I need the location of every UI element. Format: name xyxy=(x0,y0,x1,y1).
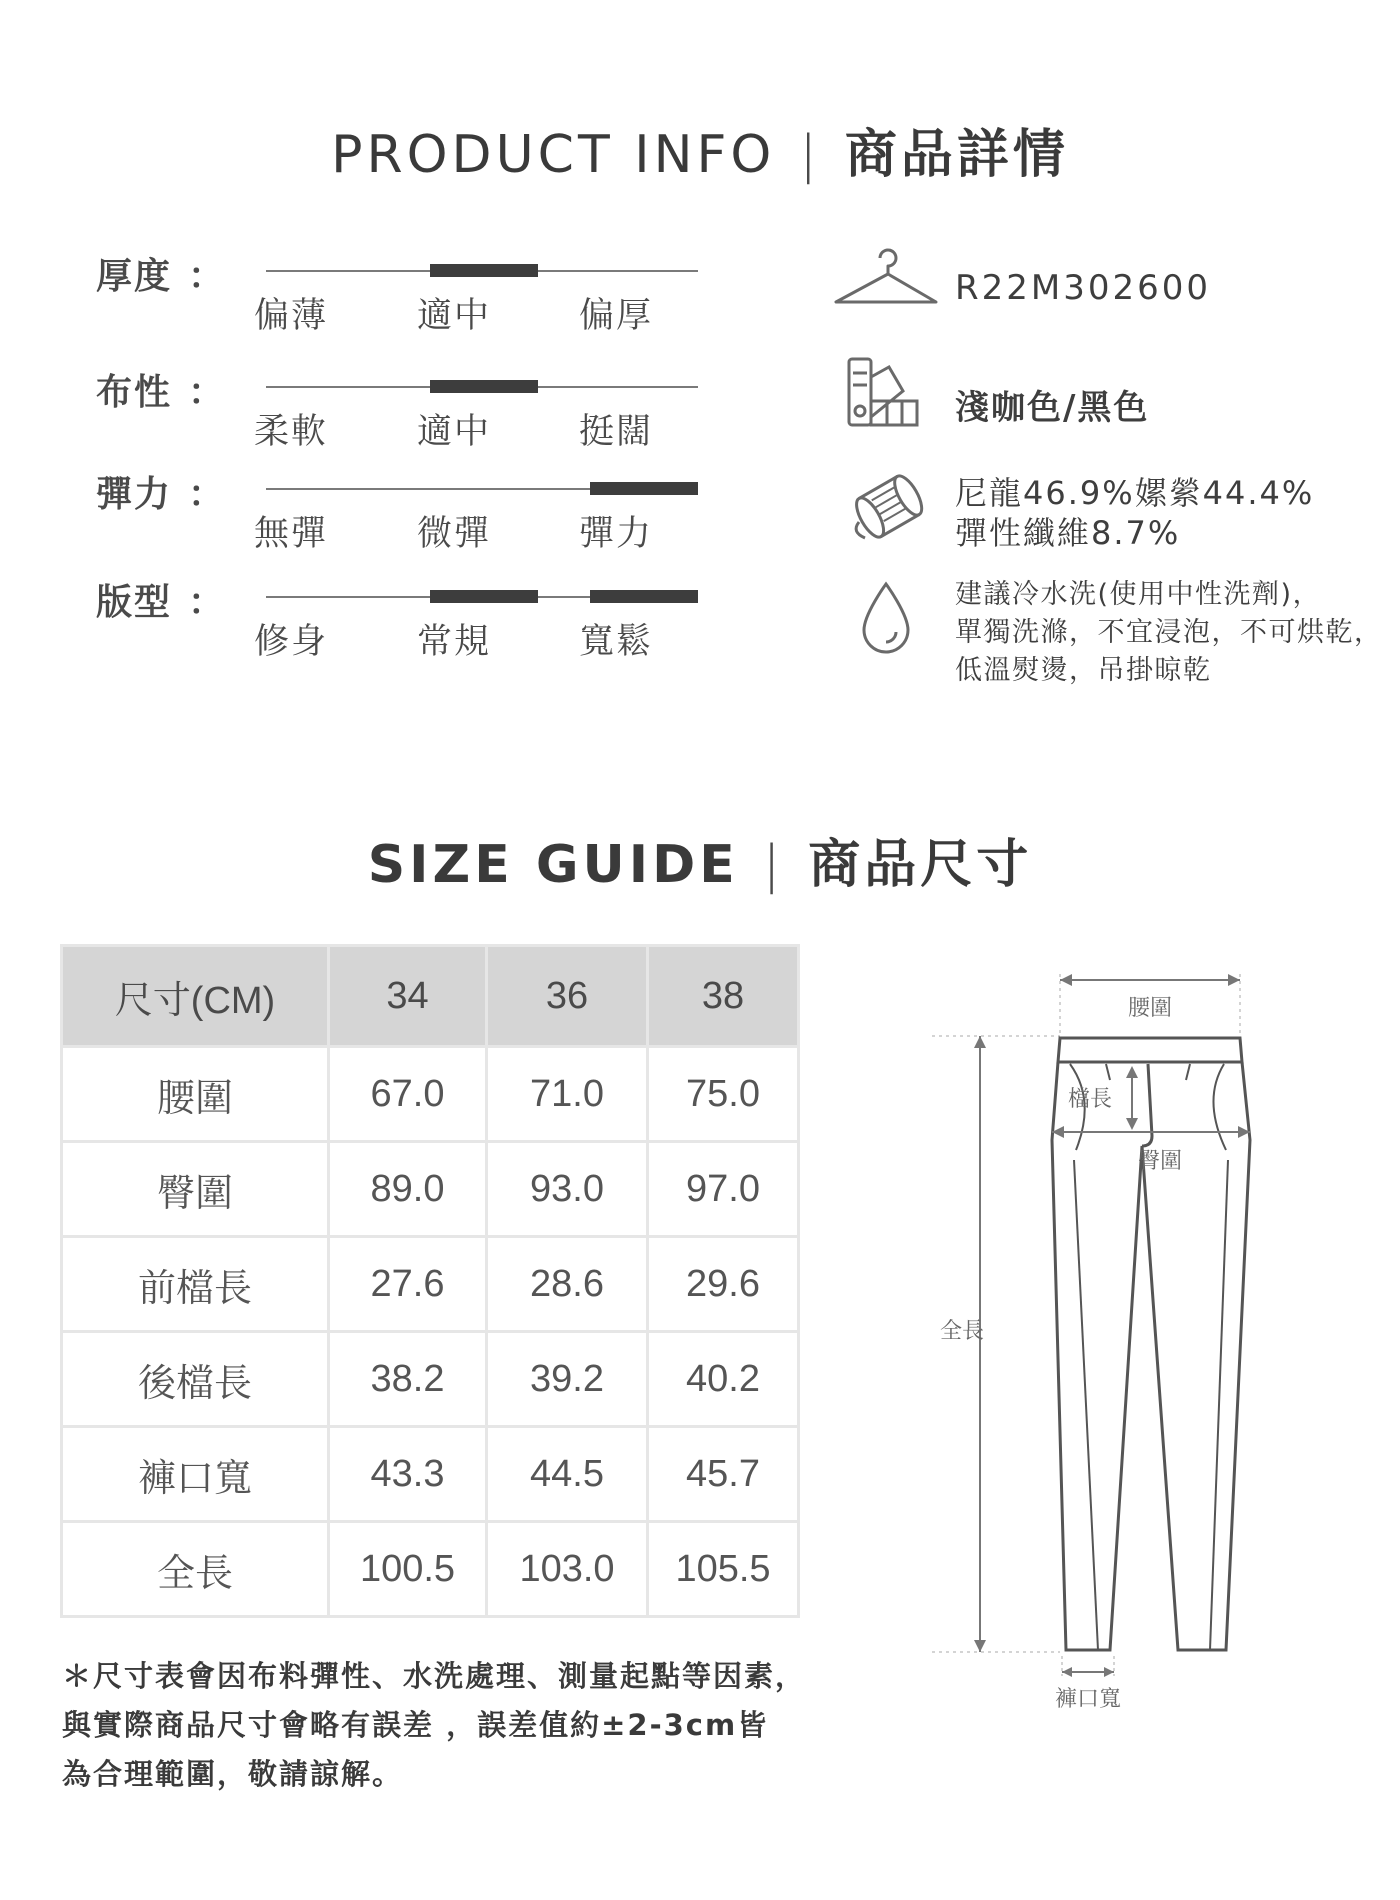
attribute-colon: ： xyxy=(188,256,225,297)
size-value: 43.3 xyxy=(329,1427,487,1522)
scale-indicator xyxy=(430,380,538,393)
scale-line xyxy=(266,596,698,598)
attribute-colon: ： xyxy=(188,582,225,623)
row-label: 腰圍 xyxy=(62,1047,329,1142)
header-cell: 34 xyxy=(329,946,487,1047)
material-line1: 尼龍46.9%嫘縈44.4% xyxy=(955,474,1315,512)
table-row xyxy=(62,1522,799,1617)
product-info-title-en: PRODUCT INFO xyxy=(331,125,776,185)
hanger-icon xyxy=(830,240,940,330)
attribute-label: 彈力 xyxy=(96,474,173,515)
note-line: ＊尺寸表會因布料彈性、水洗處理、測量起點等因素， xyxy=(62,1659,807,1693)
scale-indicator xyxy=(590,590,698,603)
scale-option: 適中 xyxy=(416,412,491,452)
waist-label: 腰圍 xyxy=(1127,996,1173,1021)
size-value: 71.0 xyxy=(487,1047,648,1142)
size-value: 44.5 xyxy=(487,1427,648,1522)
size-value: 27.6 xyxy=(329,1237,487,1332)
size-value: 28.6 xyxy=(487,1237,648,1332)
size-value: 105.5 xyxy=(648,1522,799,1617)
scale-option: 彈力 xyxy=(578,514,653,554)
header-cell: 尺寸(CM) xyxy=(62,946,329,1047)
size-table xyxy=(60,944,800,1618)
note-line: 與實際商品尺寸會略有誤差 ，誤差值約±2-3cm皆 xyxy=(62,1708,769,1742)
product-info-title xyxy=(0,112,1400,187)
table-row xyxy=(62,1427,799,1522)
material-line2: 彈性纖維8.7% xyxy=(955,514,1181,552)
size-note xyxy=(62,1652,822,1799)
size-value: 97.0 xyxy=(648,1142,799,1237)
table-row xyxy=(62,1047,799,1142)
size-value: 103.0 xyxy=(487,1522,648,1617)
length-label: 全長 xyxy=(940,1319,985,1344)
size-value: 40.2 xyxy=(648,1332,799,1427)
scale-line xyxy=(266,386,698,388)
scale-option: 修身 xyxy=(253,622,328,662)
size-value: 38.2 xyxy=(329,1332,487,1427)
water-drop-icon xyxy=(856,578,966,668)
table-row xyxy=(62,1142,799,1237)
attribute-row xyxy=(96,364,716,454)
scale-option: 偏薄 xyxy=(253,296,328,336)
row-label: 全長 xyxy=(62,1522,329,1617)
attribute-label: 布性 xyxy=(96,372,173,413)
table-row xyxy=(62,1237,799,1332)
size-value: 39.2 xyxy=(487,1332,648,1427)
title-separator: | xyxy=(799,125,821,185)
attribute-label: 厚度 xyxy=(96,256,173,297)
attribute-row xyxy=(96,574,716,664)
size-guide-title-zh: 商品尺寸 xyxy=(808,835,1033,895)
hem-label: 褲口寬 xyxy=(1054,1687,1122,1712)
color-swatch-icon xyxy=(845,355,955,445)
attribute-row xyxy=(96,466,716,556)
scale-option: 挺闊 xyxy=(578,412,653,452)
attribute-colon: ： xyxy=(188,474,225,515)
row-label: 前檔長 xyxy=(62,1237,329,1332)
note-line: 為合理範圍，敬請諒解。 xyxy=(62,1757,404,1791)
scale-line xyxy=(266,270,698,272)
scale-line xyxy=(266,488,698,490)
row-label: 褲口寬 xyxy=(62,1427,329,1522)
size-guide-title-en: SIZE GUIDE xyxy=(367,835,739,895)
row-label: 後檔長 xyxy=(62,1332,329,1427)
rise-label: 檔長 xyxy=(1068,1087,1113,1112)
size-guide-title xyxy=(0,822,1400,897)
care-line2: 單獨洗滌，不宜浸泡，不可烘乾， xyxy=(955,617,1383,648)
thread-spool-icon xyxy=(845,466,955,556)
scale-indicator xyxy=(590,482,698,495)
header-cell: 36 xyxy=(487,946,648,1047)
size-value: 100.5 xyxy=(329,1522,487,1617)
color-text: 淺咖色/黑色 xyxy=(955,388,1150,428)
table-row xyxy=(62,1332,799,1427)
row-label: 臀圍 xyxy=(62,1142,329,1237)
sku-text: R22M302600 xyxy=(955,268,1212,308)
scale-option: 無彈 xyxy=(253,514,328,554)
size-value: 45.7 xyxy=(648,1427,799,1522)
product-info-title-zh: 商品詳情 xyxy=(844,125,1069,185)
scale-option: 偏厚 xyxy=(578,296,653,336)
title-separator: | xyxy=(762,835,785,895)
size-value: 67.0 xyxy=(329,1047,487,1142)
size-value: 93.0 xyxy=(487,1142,648,1237)
care-line1: 建議冷水洗(使用中性洗劑)， xyxy=(955,579,1322,610)
pants-diagram xyxy=(920,960,1300,1720)
scale-option: 適中 xyxy=(416,296,491,336)
scale-indicator xyxy=(430,590,538,603)
size-value: 29.6 xyxy=(648,1237,799,1332)
size-value: 75.0 xyxy=(648,1047,799,1142)
scale-option: 微彈 xyxy=(416,514,491,554)
attribute-label: 版型 xyxy=(96,582,173,623)
scale-option: 常規 xyxy=(416,622,491,662)
care-line3: 低溫熨燙，吊掛晾乾 xyxy=(955,655,1212,686)
pants-outline xyxy=(1052,1038,1250,1650)
attribute-row xyxy=(96,248,716,338)
attribute-colon: ： xyxy=(188,372,225,413)
header-cell: 38 xyxy=(648,946,799,1047)
scale-indicator xyxy=(430,264,538,277)
scale-option: 寬鬆 xyxy=(578,622,653,662)
size-table-header xyxy=(62,946,799,1047)
hip-label: 臀圍 xyxy=(1138,1149,1183,1174)
scale-option: 柔軟 xyxy=(253,412,328,452)
size-value: 89.0 xyxy=(329,1142,487,1237)
